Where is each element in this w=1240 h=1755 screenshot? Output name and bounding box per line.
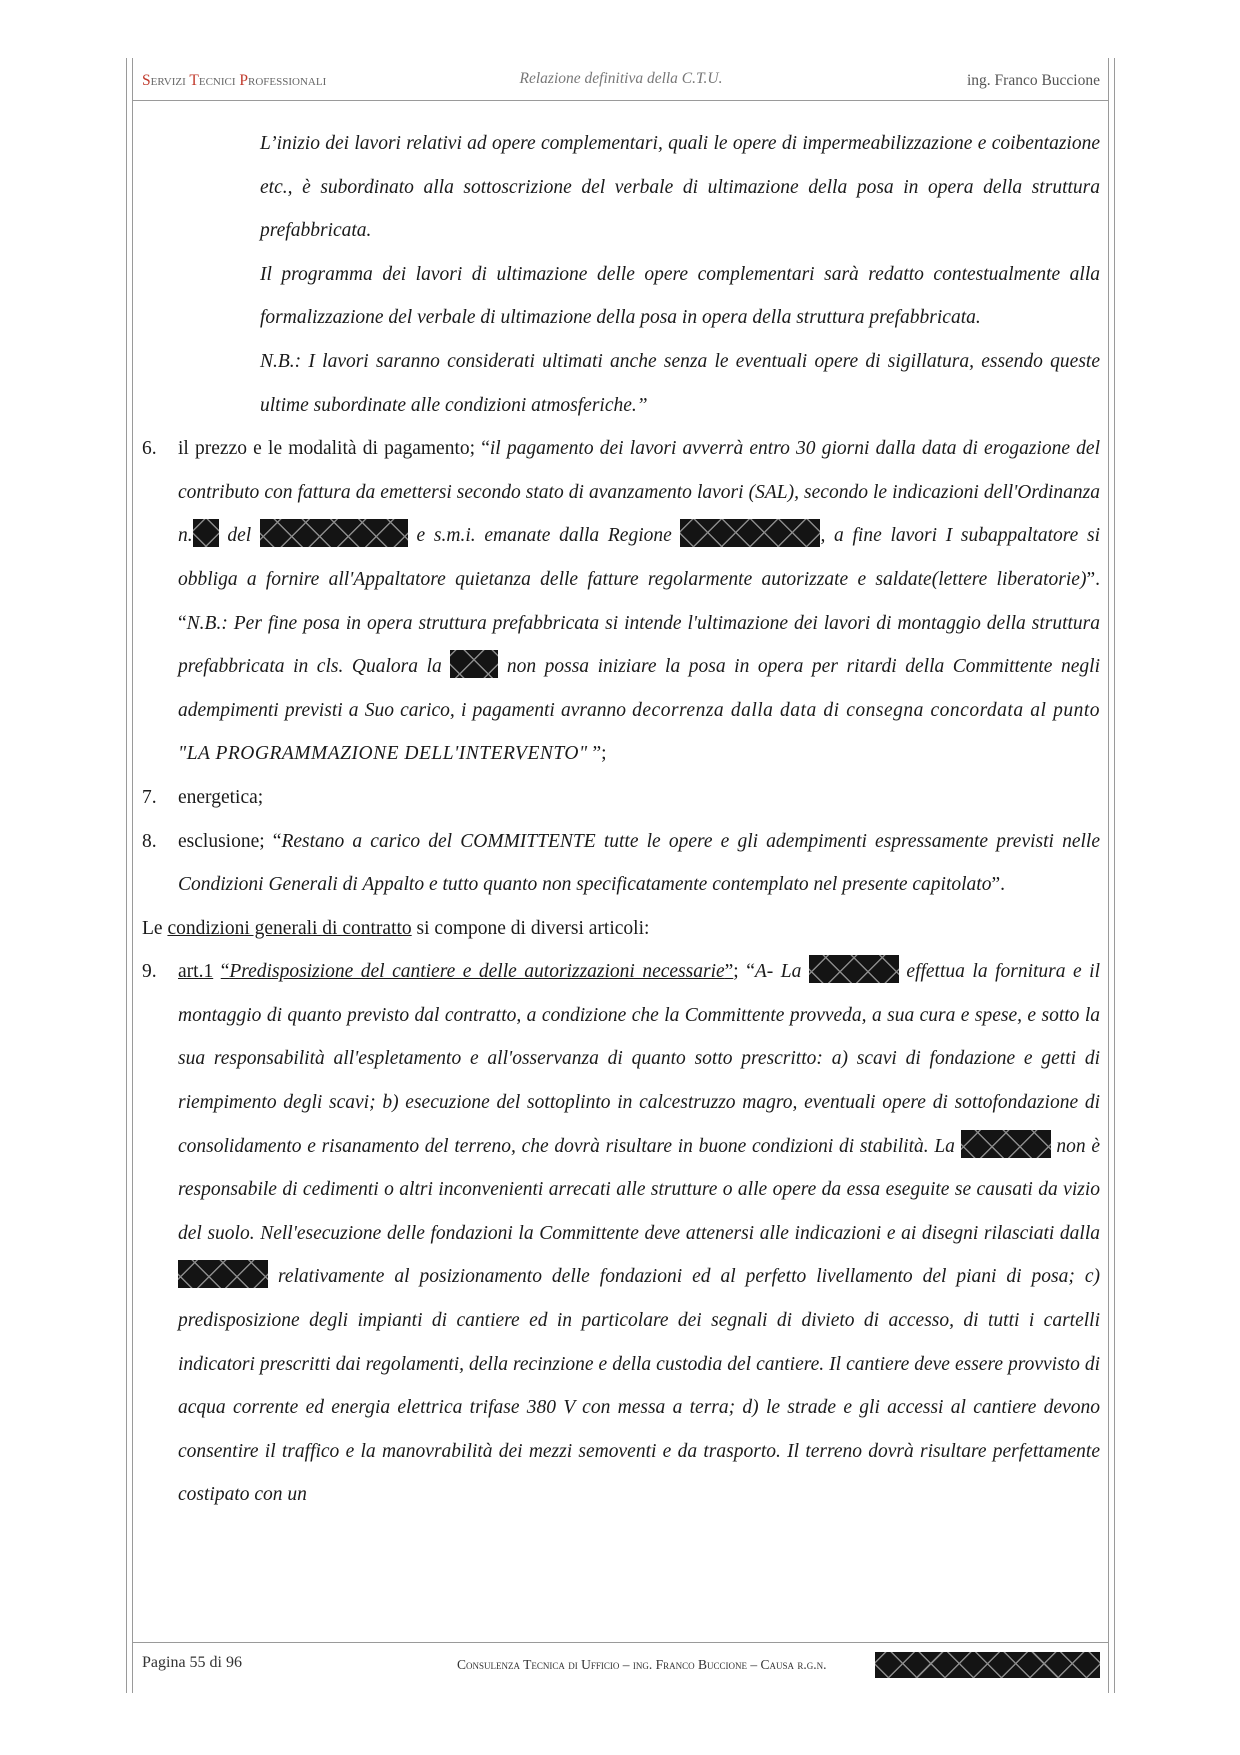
redacted-block [961,1130,1051,1158]
frame-left-outer [126,58,127,1693]
item-text: ”; [587,743,607,765]
footer-rule [132,1642,1109,1643]
frame-right-outer [1114,58,1115,1693]
quote-paragraph-3: N.B.: I lavori saranno considerati ultimati anche senza le eventuali opere di sigillatura, essendo queste ultime subordinate alle condizioni atmosferiche.” [260,350,1100,416]
redacted-block [809,955,899,983]
item-number: 7. [142,786,157,808]
item-text: Restano a carico del COMMITTENTE tutte le opere e gli adempimenti espressamente previsti nelle Condizioni Generali di Appalto e tutto quanto non specificatamente contemplato nel presente capitolato [178,830,1100,896]
article-label: art.1 [178,961,214,983]
header-author: ing. Franco Buccione [966,72,1100,89]
frame-right-inner [1108,58,1109,1693]
list-item-7 [142,776,1100,820]
frame-left-inner [132,58,133,1693]
item-text: decorrenza dalla data di consegna concordata al punto "LA PROGRAMMAZIONE DELL'INTERVENTO" [178,699,1100,765]
item-text: del [218,525,260,547]
article-title: Predisposizione del cantiere e delle autorizzazioni necessarie [229,961,725,983]
article-title-open: “ [220,961,230,983]
page-header [142,68,1100,94]
redacted-block [193,519,219,547]
redacted-block [260,519,408,547]
para-text: Le [142,917,168,939]
item-text: non è responsabile di cedimenti o altri inconvenienti arrecati alle strutture o alle opere da essa eseguite se causati da vizio del suolo. Nell'esecuzione delle fondazioni la Committente deve attenersi alle indicazioni e ai disegni rilasciati dalla [178,1135,1100,1244]
article-title-close: ” [724,961,734,983]
page-body [142,122,1100,1517]
conditions-term: condizioni generali di contratto [167,917,412,939]
redacted-block [450,650,498,678]
item-tail: ”. [991,874,1005,896]
list-item-6 [142,427,1100,776]
header-rule [132,100,1109,101]
item-text: ”. “ [178,568,1100,634]
spacer [213,961,221,982]
item-text: energetica; [178,786,264,808]
item-number: 9. [142,961,157,983]
header-title: Relazione definitiva della C.T.U. [519,70,723,87]
item-text: , a fine lavori I subappaltatore si obbliga a fornire all'Appaltatore quietanza delle fatture regolarmente autorizzate e saldate(lettere liberatorie) [178,525,1101,590]
redacted-block [680,519,820,547]
para-text: si compone di diversi articoli: [411,917,650,939]
page-footer [142,1650,1100,1680]
item-number: 6. [142,438,157,460]
item-text: A- La [754,961,809,983]
item-text: il pagamento dei lavori avverrà entro 30 giorni dalla data di erogazione del contributo con fattura da emettersi secondo stato di avanzamento lavori (SAL), secondo le indicazioni dell'Ordinanza n. [178,438,1101,547]
footer-description: Consulenza Tecnica di Ufficio – ing. Franco Buccione – Causa r.g.n. [457,1657,827,1672]
item-lead: il prezzo e le modalità di pagamento; “ [178,438,490,460]
conditions-paragraph [142,907,1100,951]
quote-block [260,122,1100,427]
item-lead: esclusione; “ [178,830,282,852]
page-number: Pagina 55 di 96 [142,1654,242,1671]
item-text: effettua la fornitura e il montaggio di quanto previsto dal contratto, a condizione che la Committente provveda, a sua cura e spese, e sotto la sua responsabilità all'espletamento e all'osservanza di quanto sotto prescritto: a) scavi di fondazione e getti di riempimento degli scavi; b) esecuzione del sottoplinto in calcestruzzo magro, eventuali opere di sottofondazione di consolidamento e risanamento del terreno, che dovrà risultare in buone condizioni di stabilità. La [178,961,1101,1157]
header-initial-s: S [142,72,151,89]
item-text: e s.m.i. emanate dalla Regione [407,525,681,547]
list-item-8 [142,820,1100,907]
header-initial-p: P [239,72,249,89]
header-initial-t: T [189,72,199,89]
header-word-1: ervizi [150,72,190,89]
item-text: relativamente al posizionamento delle fondazioni ed al perfetto livellamento del piani di posa; c) predisposizione degli impianti di cantiere ed in particolare dei segnali di divieto di accesso, di tutti i cartelli indicatori prescritti dai regolamenti, della recinzione e della custodia del cantiere. Il cantiere deve essere provvisto di acqua corrente ed energia elettrica trifase 380 V con messa a terra; d) le strade e gli accessi al cantiere devono consentire il traffico e la manovrabilità dei mezzi semoventi e da trasporto. Il terreno dovrà risultare perfettamente costipato con un [178,1266,1100,1506]
list-item-9 [142,950,1100,1517]
item-text: N.B.: Per fine posa in opera struttura prefabbricata si intende l'ultimazione dei lavori di montaggio della struttura prefabbricata in cls. Qualora la [178,612,1100,678]
item-number: 8. [142,830,157,852]
header-word-3: rofessionali [248,72,327,89]
quote-paragraph-1: L’inizio dei lavori relativi ad opere complementari, quali le opere di impermeabilizzazione e coibentazione etc., è subordinato alla sottoscrizione del verbale di ultimazione della posa in opera della struttura prefabbricata. [260,133,1100,242]
redacted-block [178,1260,268,1288]
redacted-block [875,1652,1100,1678]
item-text: non possa iniziare la posa in opera per ritardi della Committente negli adempimenti previsti a Suo carico, i pagamenti avranno [178,656,1100,721]
item-text: ; “ [733,961,755,983]
header-word-2: ecnici [198,72,240,89]
quote-paragraph-2: Il programma dei lavori di ultimazione delle opere complementari sarà redatto contestualmente alla formalizzazione del verbale di ultimazione della posa in opera della struttura prefabbricata. [260,263,1100,329]
